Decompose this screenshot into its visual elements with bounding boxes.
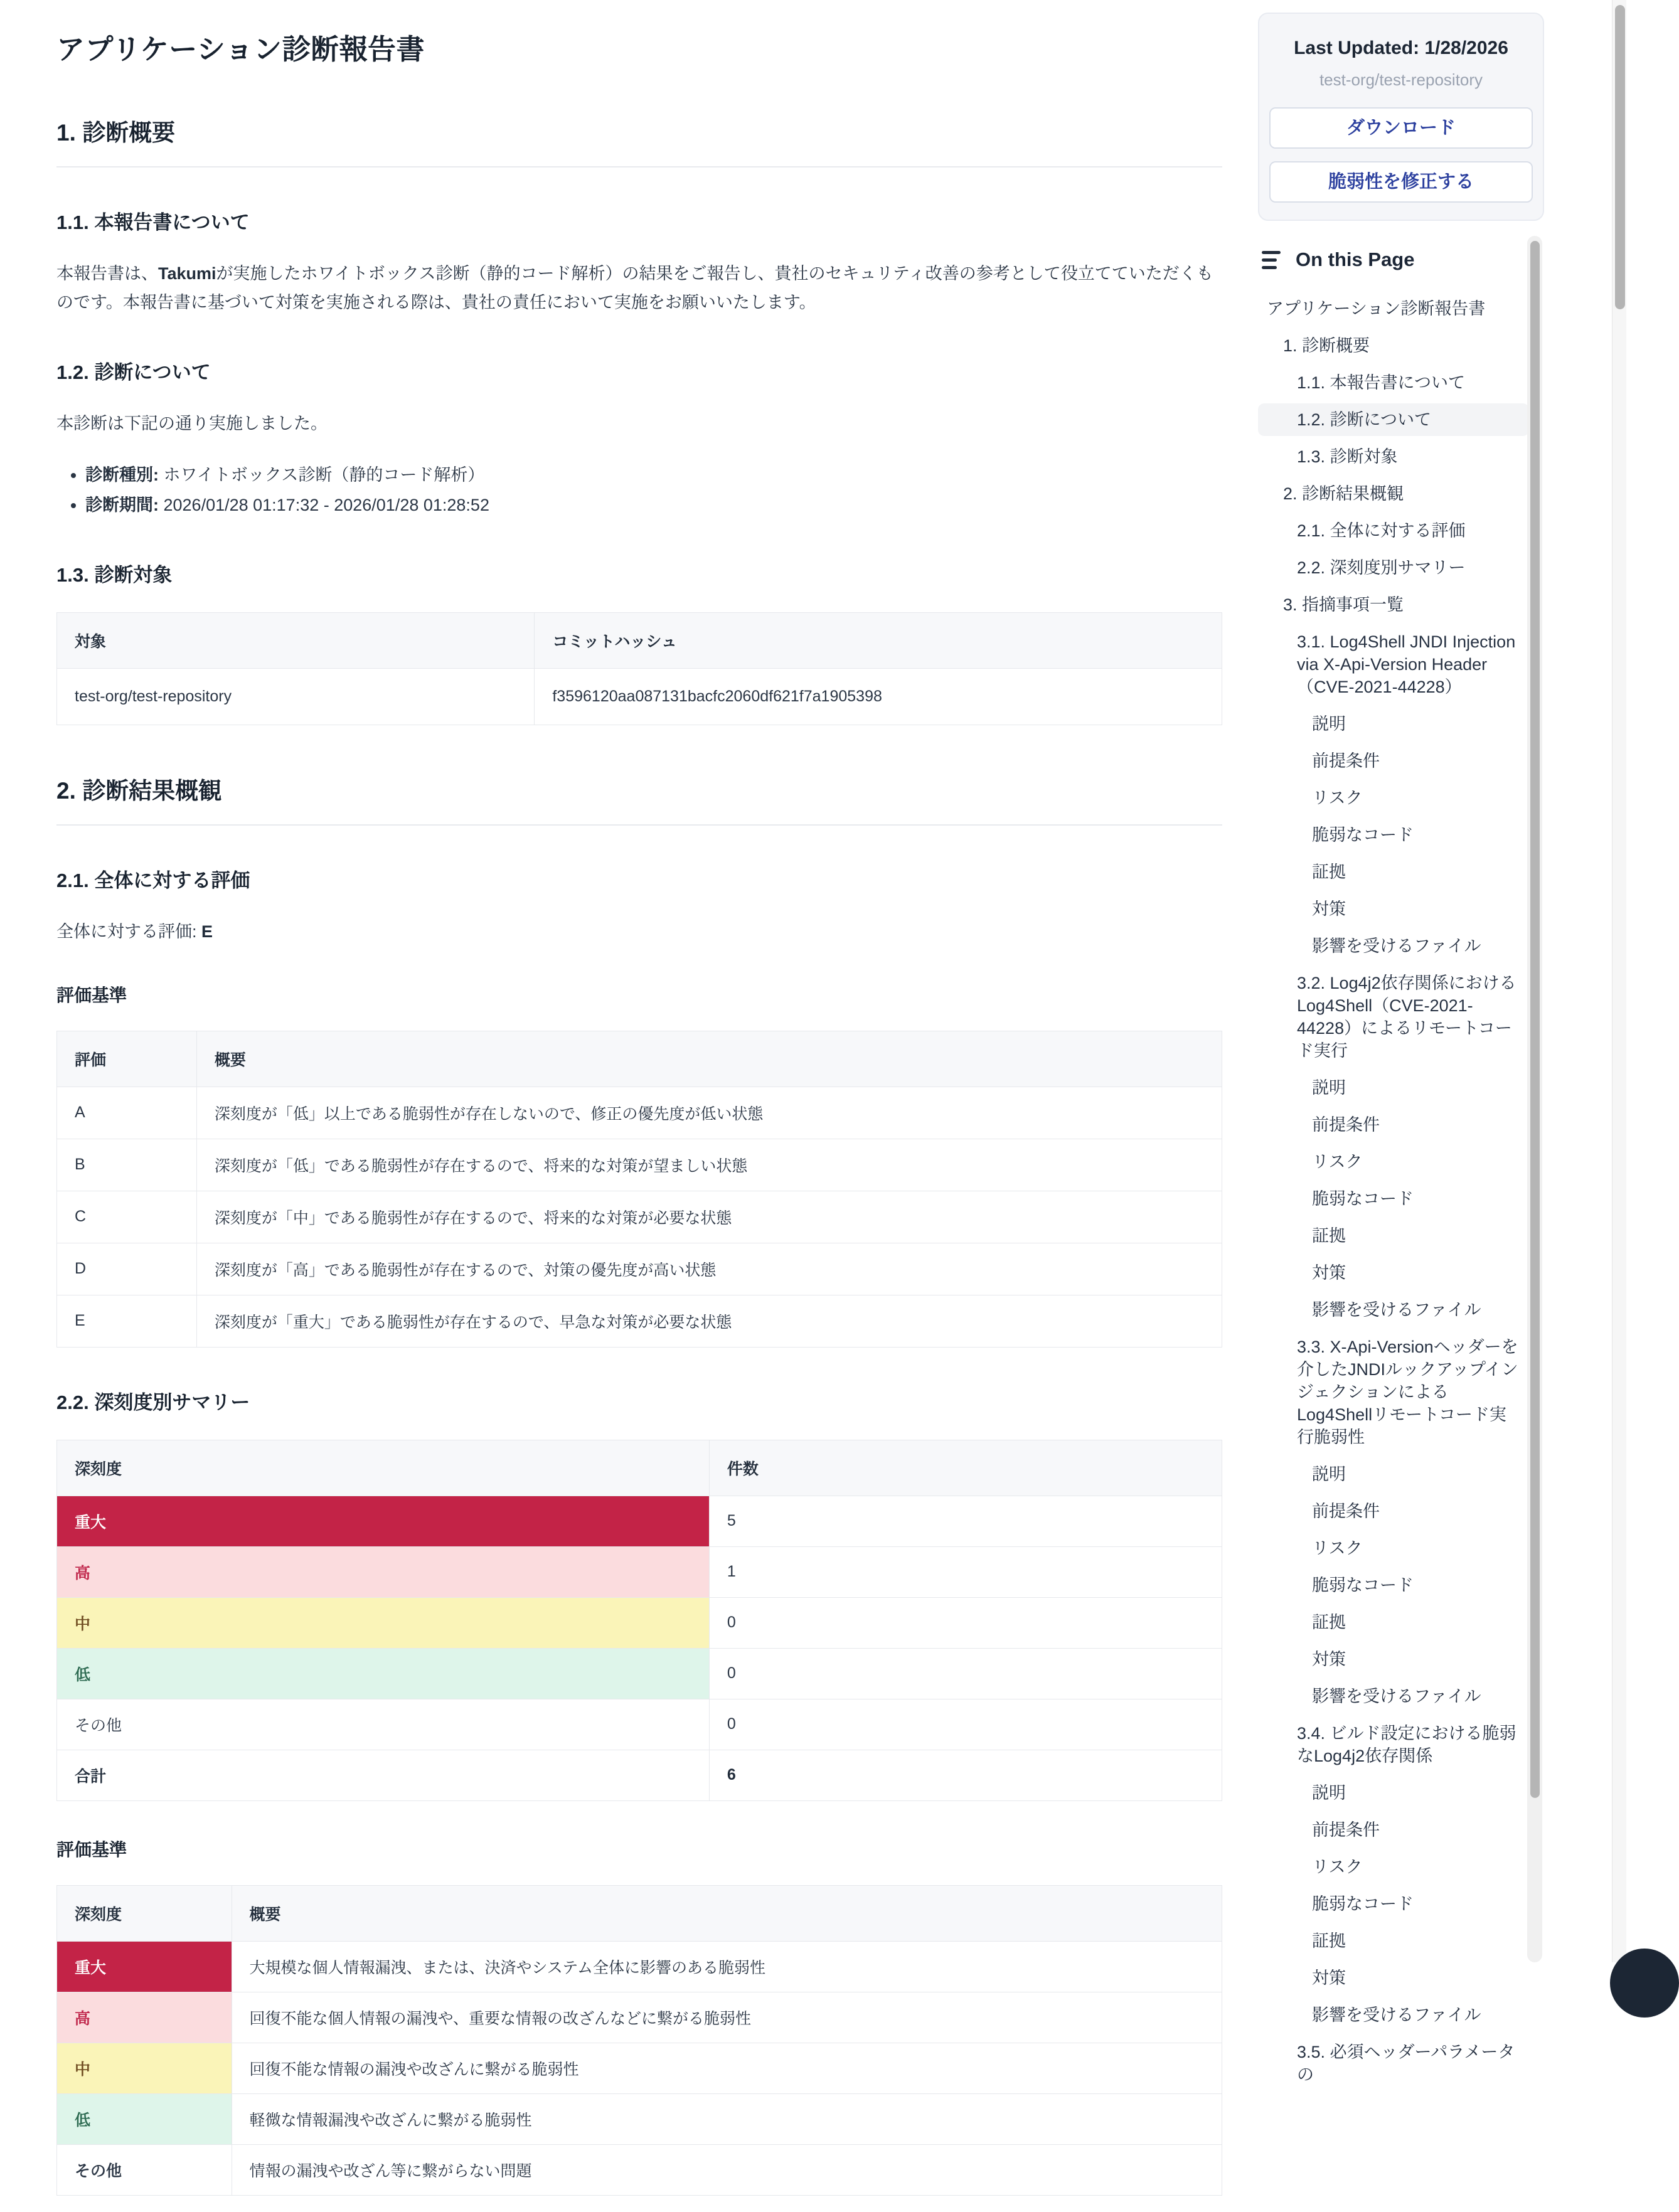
- table-row: [57, 1546, 1222, 1597]
- table-row: [57, 1941, 1222, 1992]
- severity-label-cell: 低: [57, 1648, 710, 1699]
- toc-item[interactable]: リスク: [1312, 1152, 1363, 1171]
- toc-item[interactable]: 2. 診断結果概観: [1283, 484, 1404, 503]
- table-cell: D: [57, 1243, 197, 1295]
- toc-item[interactable]: 説明: [1312, 1465, 1346, 1484]
- section-2-heading: 2. 診断結果概観: [56, 772, 1222, 826]
- severity-label-cell: 高: [57, 1546, 710, 1597]
- toc-item[interactable]: 3.3. X-Api-Versionヘッダーを介したJNDIルックアップインジェクションによるLog4Shellリモートコード実行脆弱性: [1297, 1337, 1518, 1447]
- on-this-page-header: [1262, 248, 1544, 271]
- grade-criteria-heading: 評価基準: [56, 985, 127, 1005]
- report-intro-paragraph: [56, 260, 1222, 317]
- table-cell: 深刻度が「重大」である脆弱性が存在するので、早急な対策が必要な状態: [196, 1295, 1222, 1347]
- target-table: [56, 612, 1222, 725]
- table-of-contents: [1258, 292, 1529, 2091]
- severity-criteria-heading: 評価基準: [56, 1839, 127, 1859]
- table-header-cell: 深刻度: [57, 1440, 710, 1496]
- toc-item[interactable]: 対策: [1312, 1650, 1346, 1669]
- report-sidebar: [1258, 13, 1544, 2095]
- page-scrollbar-thumb[interactable]: [1615, 5, 1625, 309]
- table-cell: test-org/test-repository: [57, 668, 535, 725]
- toc-item[interactable]: 3. 指摘事項一覧: [1283, 595, 1404, 614]
- table-cell: C: [57, 1191, 197, 1243]
- table-header-row: [57, 1440, 1222, 1496]
- table-cell: f3596120aa087131bacfc2060df621f7a1905398: [535, 668, 1222, 725]
- diagnosis-detail-item: • 診断期間: 2026/01/28 01:17:32 - 2026/01/28 01:28:52: [85, 490, 1222, 520]
- list-icon: [1262, 251, 1282, 269]
- toc-item[interactable]: 脆弱なコード: [1312, 1895, 1414, 1913]
- table-row: [57, 668, 1222, 725]
- severity-value-cell: 0: [709, 1699, 1222, 1750]
- section-1-3-heading: 1.3. 診断対象: [56, 563, 173, 586]
- toc-item[interactable]: リスク: [1312, 789, 1363, 807]
- toc-item-active[interactable]: 1.2. 診断について: [1258, 403, 1529, 436]
- table-row: [57, 1648, 1222, 1699]
- toc-item[interactable]: アプリケーション診断報告書: [1267, 299, 1486, 318]
- severity-value-cell: 回復不能な情報の漏洩や改ざんに繋がる脆弱性: [232, 2043, 1222, 2093]
- severity-label-cell: 合計: [57, 1750, 710, 1800]
- severity-label-cell: 低: [57, 2093, 232, 2144]
- table-row: [57, 1191, 1222, 1243]
- toc-item[interactable]: 説明: [1312, 1784, 1346, 1802]
- toc-item[interactable]: 影響を受けるファイル: [1312, 2006, 1481, 2024]
- vendor-name: Takumi: [158, 264, 216, 283]
- severity-value-cell: 情報の漏洩や改ざん等に繋がらない問題: [232, 2144, 1222, 2195]
- toc-item[interactable]: 説明: [1312, 715, 1346, 733]
- table-row: [57, 2093, 1222, 2144]
- table-cell: 深刻度が「高」である脆弱性が存在するので、対策の優先度が高い状態: [196, 1243, 1222, 1295]
- intro-text-pre: 本報告書は、: [56, 264, 158, 283]
- severity-label-cell: 中: [57, 2043, 232, 2093]
- last-updated-text: Last Updated: 1/28/2026: [1294, 38, 1508, 58]
- diagnosis-detail-list: [56, 460, 1222, 520]
- toc-item[interactable]: 3.4. ビルド設定における脆弱なLog4j2依存関係: [1297, 1724, 1516, 1765]
- toc-item[interactable]: 前提条件: [1312, 1821, 1380, 1839]
- severity-label-cell: その他: [57, 1699, 710, 1750]
- toc-item[interactable]: 脆弱なコード: [1312, 826, 1414, 844]
- toc-item[interactable]: リスク: [1312, 1858, 1363, 1876]
- grade-criteria-table: [56, 1031, 1222, 1348]
- severity-label-cell: 高: [57, 1992, 232, 2043]
- overall-grade-label: 全体に対する評価:: [56, 922, 202, 941]
- table-row: [57, 2144, 1222, 2195]
- toc-item[interactable]: 3.2. Log4j2依存関係におけるLog4Shell（CVE-2021-44228）によるリモートコード実行: [1297, 974, 1516, 1060]
- section-1-heading: 1. 診断概要: [56, 114, 1222, 167]
- section-2-1-heading: 2.1. 全体に対する評価: [56, 869, 250, 891]
- severity-label-cell: 重大: [57, 1941, 232, 1992]
- table-header-cell: 評価: [57, 1031, 197, 1087]
- section-1-1-heading: 1.1. 本報告書について: [56, 211, 250, 233]
- on-this-page-title: On this Page: [1296, 248, 1415, 270]
- table-row: [57, 1087, 1222, 1139]
- table-cell: B: [57, 1139, 197, 1191]
- toc-item[interactable]: 2.1. 全体に対する評価: [1297, 521, 1466, 540]
- table-header-cell: 対象: [57, 612, 535, 668]
- toc-scrollbar-thumb[interactable]: [1530, 241, 1540, 1798]
- severity-value-cell: 5: [709, 1496, 1222, 1546]
- intro-text-post: が実施したホワイトボックス診断（静的コード解析）の結果をご報告し、貴社のセキュリティ改善の参考として役立てていただくものです。本報告書に基づいて対策を実施される際は、貴社の責任において実施をお願いいたします。: [56, 264, 1213, 312]
- report-content: [56, 0, 1222, 2212]
- diagnosis-lead: 本診断は下記の通り実施しました。: [56, 413, 328, 433]
- severity-label-cell: 重大: [57, 1496, 710, 1546]
- severity-label-cell: その他: [57, 2144, 232, 2195]
- toc-item[interactable]: 前提条件: [1312, 752, 1380, 770]
- table-row: [57, 1750, 1222, 1800]
- toc-item[interactable]: 脆弱なコード: [1312, 1189, 1414, 1208]
- table-row: [57, 1992, 1222, 2043]
- table-cell: A: [57, 1087, 197, 1139]
- table-cell: 深刻度が「中」である脆弱性が存在するので、将来的な対策が必要な状態: [196, 1191, 1222, 1243]
- table-header-cell: 概要: [196, 1031, 1222, 1087]
- toc-item[interactable]: 証拠: [1312, 1613, 1346, 1632]
- severity-value-cell: 6: [709, 1750, 1222, 1800]
- table-cell: 深刻度が「低」以上である脆弱性が存在しないので、修正の優先度が低い状態: [196, 1087, 1222, 1139]
- table-cell: E: [57, 1295, 197, 1347]
- table-header-row: [57, 612, 1222, 668]
- toc-item[interactable]: 証拠: [1312, 863, 1346, 881]
- toc-item[interactable]: 対策: [1312, 1969, 1346, 1987]
- section-2-2-heading: 2.2. 深刻度別サマリー: [56, 1391, 250, 1413]
- table-header-cell: 件数: [709, 1440, 1222, 1496]
- severity-label-cell: 中: [57, 1597, 710, 1648]
- severity-value-cell: 0: [709, 1597, 1222, 1648]
- severity-summary-table: [56, 1440, 1222, 1801]
- toc-item[interactable]: 3.5. 必須ヘッダーパラメータの: [1297, 2043, 1515, 2084]
- toc-item[interactable]: 3.1. Log4Shell JNDI Injection via X-Api-Version Header（CVE-2021-44228）: [1297, 632, 1516, 696]
- table-row: [57, 1496, 1222, 1546]
- toc-item[interactable]: 証拠: [1312, 1932, 1346, 1950]
- toc-item[interactable]: リスク: [1312, 1539, 1363, 1558]
- overall-grade-line: [56, 918, 1222, 947]
- diagnosis-detail-item: • 診断種別: ホワイトボックス診断（静的コード解析）: [85, 460, 1222, 490]
- overall-grade-value: E: [201, 922, 213, 941]
- toc-item[interactable]: 対策: [1312, 900, 1346, 918]
- repository-name: test-org/test-repository: [1319, 70, 1483, 89]
- toc-item[interactable]: 影響を受けるファイル: [1312, 1300, 1481, 1319]
- toc-item[interactable]: 1.1. 本報告書について: [1297, 373, 1465, 392]
- table-header-row: [57, 1885, 1222, 1941]
- table-row: [57, 1243, 1222, 1295]
- toc-scrollbar-track[interactable]: [1527, 236, 1542, 1962]
- severity-criteria-table: [56, 1885, 1222, 2196]
- toc-item[interactable]: 対策: [1312, 1263, 1346, 1282]
- table-cell: 深刻度が「低」である脆弱性が存在するので、将来的な対策が望ましい状態: [196, 1139, 1222, 1191]
- toc-item[interactable]: 1. 診断概要: [1283, 336, 1370, 355]
- table-row: [57, 1139, 1222, 1191]
- severity-value-cell: 1: [709, 1546, 1222, 1597]
- toc-item[interactable]: 前提条件: [1312, 1115, 1380, 1134]
- toc-item[interactable]: 2.2. 深刻度別サマリー: [1297, 558, 1466, 577]
- severity-value-cell: 大規模な個人情報漏洩、または、決済やシステム全体に影響のある脆弱性: [232, 1941, 1222, 1992]
- toc-item[interactable]: 説明: [1312, 1078, 1346, 1097]
- download-button[interactable]: ダウンロード: [1269, 107, 1533, 149]
- page-title: アプリケーション診断報告書: [56, 33, 425, 65]
- table-header-cell: コミットハッシュ: [535, 612, 1222, 668]
- toc-item[interactable]: 影響を受けるファイル: [1312, 1687, 1481, 1706]
- toc-item[interactable]: 証拠: [1312, 1226, 1346, 1245]
- table-row: [57, 1699, 1222, 1750]
- section-1-2-heading: 1.2. 診断について: [56, 361, 211, 383]
- page-scrollbar-track[interactable]: [1612, 0, 1626, 1962]
- table-header-row: [57, 1031, 1222, 1087]
- table-header-cell: 深刻度: [57, 1885, 232, 1941]
- fix-vulnerabilities-button[interactable]: 脆弱性を修正する: [1269, 161, 1533, 203]
- severity-value-cell: 0: [709, 1648, 1222, 1699]
- table-header-cell: 概要: [232, 1885, 1222, 1941]
- toc-item[interactable]: 前提条件: [1312, 1502, 1380, 1521]
- toc-item[interactable]: 1.3. 診断対象: [1297, 447, 1398, 466]
- toc-item[interactable]: 影響を受けるファイル: [1312, 937, 1481, 955]
- report-meta-card: [1258, 13, 1544, 221]
- toc-item[interactable]: 脆弱なコード: [1312, 1576, 1414, 1595]
- severity-value-cell: 軽微な情報漏洩や改ざんに繋がる脆弱性: [232, 2093, 1222, 2144]
- table-row: [57, 2043, 1222, 2093]
- table-row: [57, 1597, 1222, 1648]
- severity-value-cell: 回復不能な個人情報の漏洩や、重要な情報の改ざんなどに繋がる脆弱性: [232, 1992, 1222, 2043]
- floating-action-button[interactable]: [1610, 1949, 1679, 2018]
- table-row: [57, 1295, 1222, 1347]
